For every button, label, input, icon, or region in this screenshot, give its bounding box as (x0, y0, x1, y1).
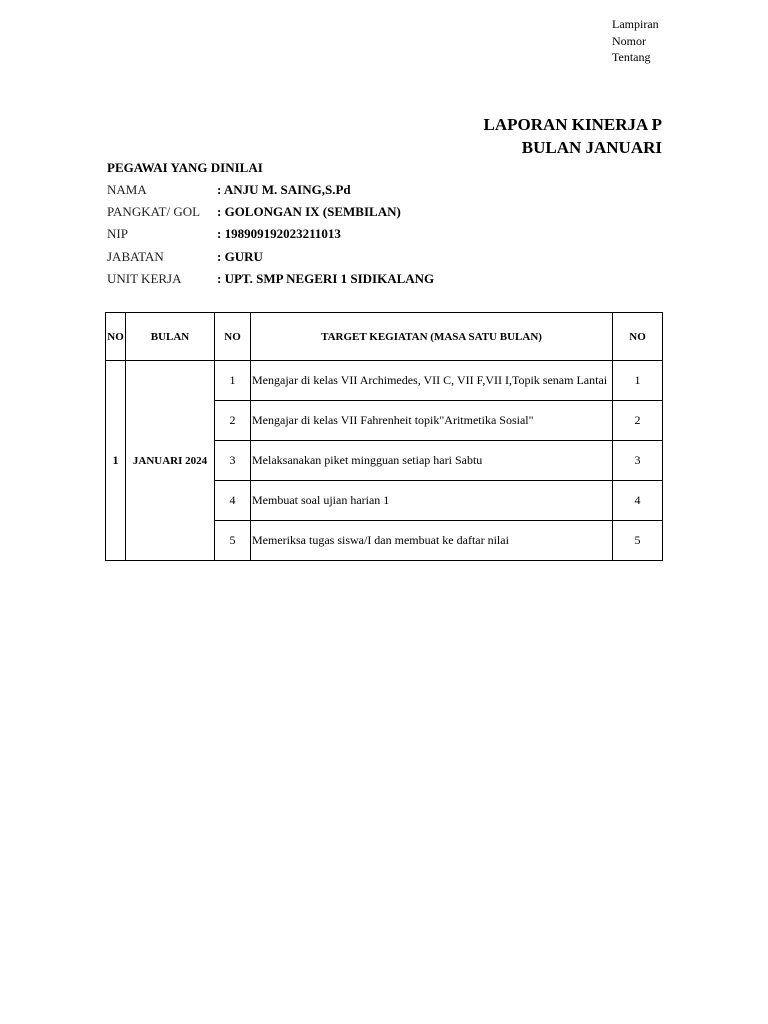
row-no-cell: 1 (215, 361, 251, 401)
row-no-right-cell: 4 (613, 481, 663, 521)
info-value: : GURU (217, 248, 263, 264)
table-header-row (106, 313, 663, 361)
group-no-cell: 1 (106, 361, 126, 561)
row-no-right-cell: 5 (613, 521, 663, 561)
employee-info (107, 179, 434, 290)
header-no-kegiatan: NO (215, 313, 251, 361)
table-row (106, 361, 663, 401)
kinerja-table (105, 312, 663, 561)
info-label: NIP (107, 226, 128, 242)
row-target-cell: Memeriksa tugas siswa/I dan membuat ke daftar nilai (251, 521, 613, 561)
row-no-cell: 5 (215, 521, 251, 561)
header-no-right: NO (613, 313, 663, 361)
info-value: : UPT. SMP NEGERI 1 SIDIKALANG (217, 270, 435, 286)
row-no-right-cell: 1 (613, 361, 663, 401)
info-value: : ANJU M. SAING,S.Pd (217, 182, 351, 198)
info-value: : 198909192023211013 (217, 226, 341, 242)
lampiran-label: Lampiran (612, 17, 659, 31)
report-title (483, 113, 662, 159)
info-row-nama (107, 179, 434, 201)
info-value: : GOLONGAN IX (SEMBILAN) (217, 204, 401, 220)
row-no-cell: 2 (215, 401, 251, 441)
row-target-cell: Membuat soal ujian harian 1 (251, 481, 613, 521)
header-target-kegiatan: TARGET KEGIATAN (MASA SATU BULAN) (251, 313, 613, 361)
employee-heading: PEGAWAI YANG DINILAI (107, 160, 263, 175)
report-title-line1: LAPORAN KINERJA P (483, 115, 662, 134)
row-target-cell: Melaksanakan piket mingguan setiap hari Sabtu (251, 441, 613, 481)
info-label: NAMA (107, 182, 147, 198)
header-bulan: BULAN (126, 313, 215, 361)
row-target-cell: Mengajar di kelas VII Archimedes, VII C, VII F,VII I,Topik senam Lantai (251, 361, 613, 401)
info-label: UNIT KERJA (107, 270, 182, 286)
nomor-label: Nomor (612, 33, 646, 48)
info-row-jabatan (107, 246, 434, 268)
tentang-label: Tentang (612, 50, 651, 64)
info-row-nip (107, 223, 434, 245)
lampiran-block (612, 16, 659, 66)
info-row-pangkat (107, 201, 434, 223)
row-target-cell: Mengajar di kelas VII Fahrenheit topik"Aritmetika Sosial" (251, 401, 613, 441)
group-month-cell: JANUARI 2024 (126, 361, 215, 561)
info-label: JABATAN (107, 248, 164, 264)
report-title-line2: BULAN JANUARI (521, 138, 662, 157)
row-no-cell: 4 (215, 481, 251, 521)
row-no-right-cell: 3 (613, 441, 663, 481)
row-no-cell: 3 (215, 441, 251, 481)
info-row-unit-kerja (107, 268, 434, 290)
info-label: PANGKAT/ GOL (107, 204, 201, 220)
header-no: NO (106, 313, 126, 361)
row-no-right-cell: 2 (613, 401, 663, 441)
